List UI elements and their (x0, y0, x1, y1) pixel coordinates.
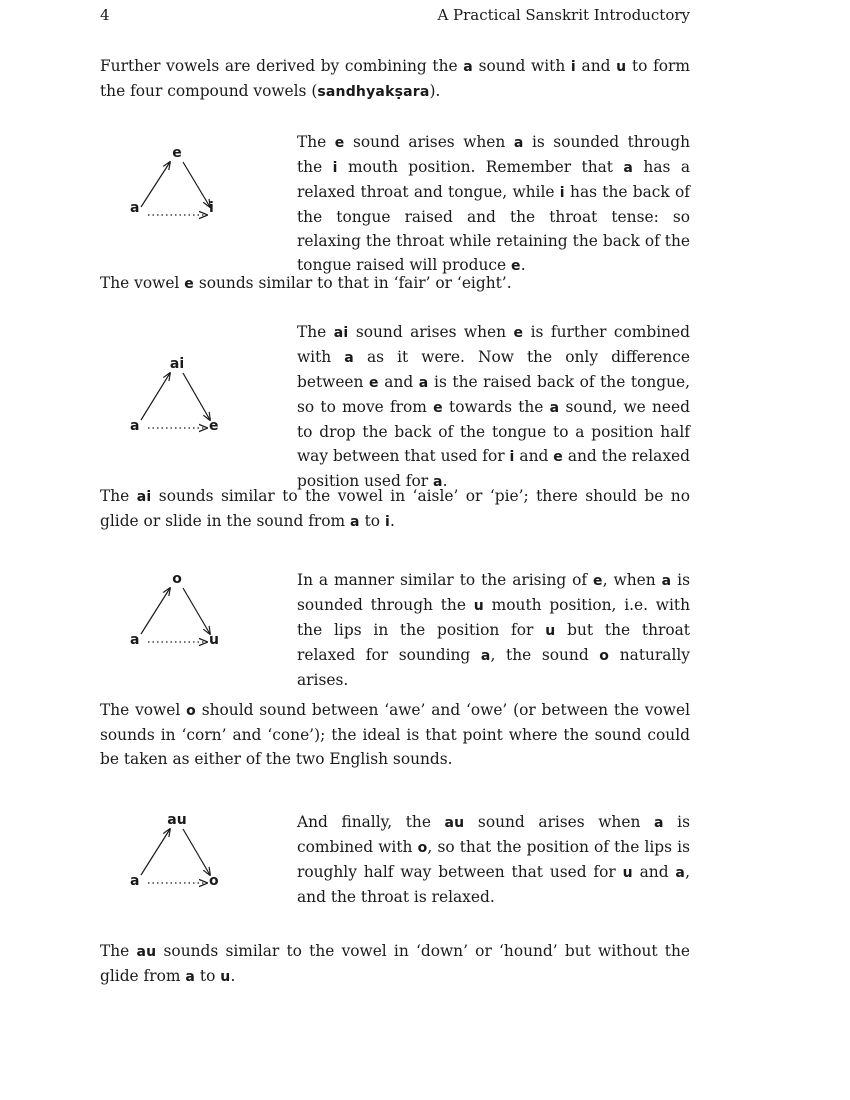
page-number: 4 (100, 6, 110, 24)
vowel-diagram-o (124, 571, 230, 651)
e-sound-note: The vowel e sounds similar to that in ‘fair’ or ‘eight’. (100, 274, 512, 292)
ai-description: The ai sound arises when e is further combined with a as it were. Now the only difference between e and a is the raised back of the tongue, so to move from e towards the a sound, we need to drop the back of the tongue to a position half way between that used for i and e and the relaxed position used for a. (297, 323, 690, 490)
e-description: The e sound arises when a is sounded through the i mouth position. Remember that a has a relaxed throat and tongue, while i has the back of the tongue raised and the throat tense: so relaxing the throat while retaining the back of the tongue raised will produce e. (297, 133, 690, 274)
diagram-right-label: i (209, 200, 214, 216)
diagram-left-label: a (130, 200, 140, 216)
au-description: And finally, the au sound arises when a is combined with o, so that the position of the lips is roughly half way between that used for u and a, and the throat is relaxed. (297, 813, 690, 906)
diagram-left-label: a (130, 632, 140, 648)
au-sound-note: The au sounds similar to the vowel in ‘down’ or ‘hound’ but without the glide from a to u. (100, 942, 690, 985)
vowel-diagram-ai (124, 356, 230, 436)
vowel-diagram-e (124, 145, 230, 225)
diagram-top-label: au (167, 812, 187, 828)
diagram-top-label: e (172, 145, 182, 161)
diagram-top-label: ai (169, 356, 185, 372)
running-header: A Practical Sanskrit Introductory (437, 6, 690, 24)
ai-sound-note: The ai sounds similar to the vowel in ‘aisle’ or ‘pie’; there should be no glide or slide in the sound from a to i. (100, 487, 690, 530)
o-sound-note: The vowel o should sound between ‘awe’ and ‘owe’ (or between the vowel sounds in ‘corn’ and ‘cone’); the ideal is that point where the sound could be taken as either of the two English sounds. (100, 701, 690, 768)
intro-paragraph: Further vowels are derived by combining the a sound with i and u to form the four compound vowels (sandhyakṣara). (100, 57, 690, 100)
diagram-right-label: o (209, 873, 219, 889)
diagram-right-label: u (209, 632, 219, 648)
diagram-top-label: o (172, 571, 182, 587)
diagram-left-label: a (130, 418, 140, 434)
diagram-left-label: a (130, 873, 140, 889)
vowel-diagram-au (124, 812, 230, 892)
o-description: In a manner similar to the arising of e, when a is sounded through the u mouth position, i.e. with the lips in the position for u but the throat relaxed for sounding a, the sound o naturally arises. (297, 571, 690, 689)
diagram-right-label: e (209, 418, 219, 434)
